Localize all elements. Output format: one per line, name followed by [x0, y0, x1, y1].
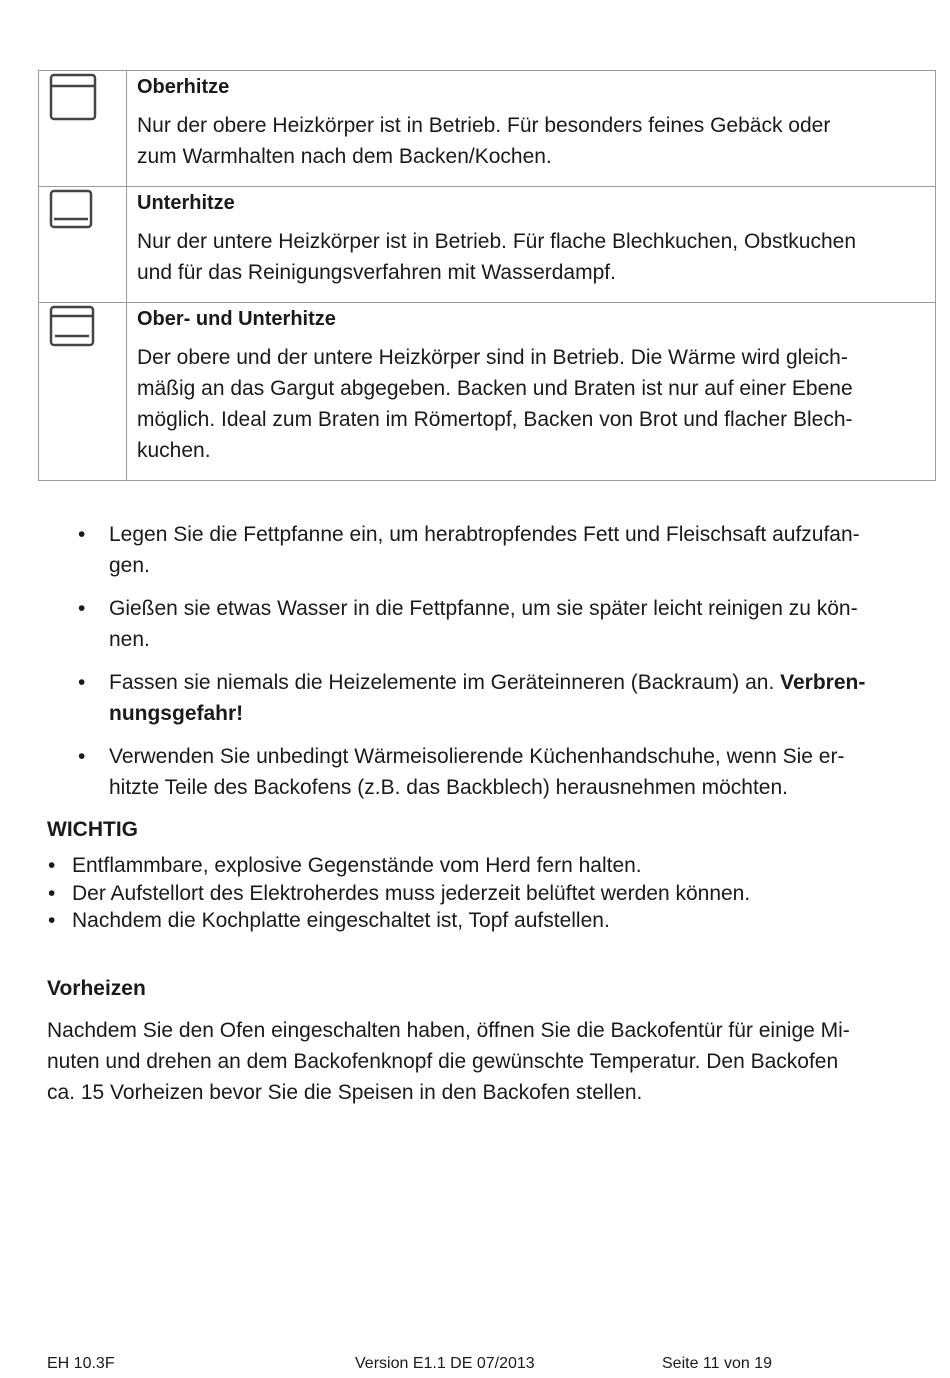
important-list — [47, 852, 927, 935]
footer-page-number: Seite 11 von 19 — [662, 1355, 773, 1372]
heating-mode-row — [39, 303, 936, 481]
preheat-heading: Vorheizen — [47, 977, 146, 1000]
important-item: • Der Aufstellort des Elektroherdes muss jederzeit belüftet werden können. — [47, 880, 927, 908]
heating-mode-description — [137, 110, 925, 172]
tip-item — [78, 741, 928, 803]
tip-line: Fassen sie niemals die Heizelemente im Geräteinneren (Backraum) an. — [109, 671, 781, 694]
bottom-heat-icon — [49, 189, 97, 229]
important-item: • Nachdem die Kochplatte eingeschaltet ist, Topf aufstellen. — [47, 907, 927, 935]
heating-mode-title: Oberhitze — [137, 76, 230, 98]
heating-mode-text-cell — [127, 303, 936, 481]
tip-line: Legen Sie die Fettpfanne ein, um herabtropfendes Fett und Fleischsaft aufzufan- — [109, 523, 860, 546]
burn-warning-continued: nungsgefahr! — [109, 702, 244, 725]
tip-line: gen. — [109, 554, 150, 577]
burn-warning: Verbren- — [780, 671, 866, 694]
important-item: • Entflammbare, explosive Gegenstände vom Herd fern halten. — [47, 852, 927, 880]
tip-line: Verwenden Sie unbedingt Wärmeisolierende Küchenhandschuhe, wenn Sie er- — [109, 745, 845, 768]
heating-mode-description-line: zum Warmhalten nach dem Backen/Kochen. — [137, 145, 552, 168]
heating-mode-description-line: kuchen. — [137, 439, 211, 462]
heating-mode-icon-cell — [39, 303, 127, 481]
heating-mode-icon-cell — [39, 71, 127, 187]
preheat-paragraph — [47, 1015, 917, 1108]
heating-mode-description-line: möglich. Ideal zum Braten im Römertopf, Backen von Brot und flacher Blech- — [137, 408, 853, 431]
tip-item — [78, 667, 928, 729]
top-bottom-heat-icon — [49, 305, 97, 347]
heating-mode-description-line: Der obere und der untere Heizkörper sind in Betrieb. Die Wärme wird gleich- — [137, 346, 848, 369]
heating-mode-description — [137, 226, 925, 288]
heating-mode-title: Ober- und Unterhitze — [137, 308, 336, 330]
footer-version: Version E1.1 DE 07/2013 — [355, 1355, 535, 1372]
tip-item — [78, 519, 928, 581]
footer-model: EH 10.3F — [47, 1355, 115, 1372]
heating-mode-description-line: mäßig an das Gargut abgegeben. Backen und Braten ist nur auf einer Ebene — [137, 377, 853, 400]
heating-mode-text-cell — [127, 71, 936, 187]
tip-item — [78, 593, 928, 655]
preheat-line: ca. 15 Vorheizen bevor Sie die Speisen in den Backofen stellen. — [47, 1081, 643, 1104]
tip-line: Gießen sie etwas Wasser in die Fettpfanne, um sie später leicht reinigen zu kön- — [109, 597, 858, 620]
tip-line: hitzte Teile des Backofens (z.B. das Backblech) herausnehmen möchten. — [109, 776, 788, 799]
heating-mode-description-line: Nur der untere Heizkörper ist in Betrieb. Für flache Blechkuchen, Obstkuchen — [137, 230, 857, 253]
heating-mode-description-line: und für das Reinigungsverfahren mit Wasserdampf. — [137, 261, 616, 284]
preheat-line: nuten und drehen an dem Backofenknopf die gewünschte Temperatur. Den Backofen — [47, 1050, 839, 1073]
heating-mode-row — [39, 71, 936, 187]
heating-modes-table — [38, 70, 936, 481]
heating-mode-description — [137, 342, 925, 466]
heating-mode-row — [39, 187, 936, 303]
heating-mode-description-line: Nur der obere Heizkörper ist in Betrieb. Für besonders feines Gebäck oder — [137, 114, 831, 137]
heating-mode-icon-cell — [39, 187, 127, 303]
important-heading: WICHTIG — [47, 818, 138, 841]
top-heat-icon — [49, 73, 97, 121]
tip-line: nen. — [109, 628, 150, 651]
heating-mode-title: Unterhitze — [137, 192, 235, 214]
heating-mode-text-cell — [127, 187, 936, 303]
preheat-line: Nachdem Sie den Ofen eingeschalten haben, öffnen Sie die Backofentür für einige Mi- — [47, 1019, 850, 1042]
tips-list — [78, 519, 928, 815]
